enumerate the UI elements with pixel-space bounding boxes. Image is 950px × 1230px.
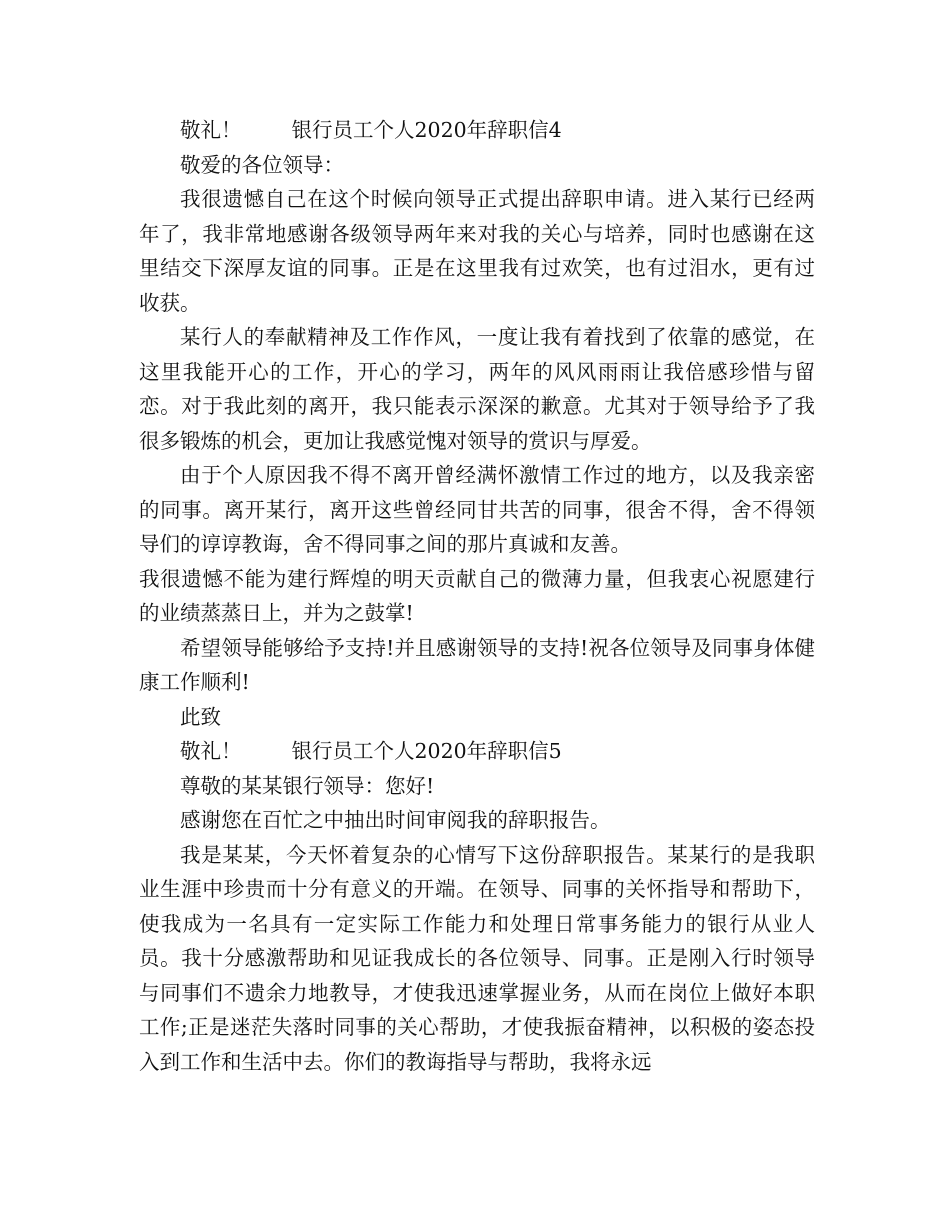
letter-5-paragraph-2: 我是某某，今天怀着复杂的心情写下这份辞职报告。某某行的是我职业生涯中珍贵而十分有意义的开端。在领导、同事的关怀指导和帮助下，使我成为一名具有一定实际工作能力和处理日常事务能力的银行从业人员。我十分感激帮助和见证我成长的各位领导、同事。正是刚入行时领导与同事们不遗余力地教导，才使我迅速掌握业务，从而在岗位上做好本职工作;正是迷茫失落时同事的关心帮助，才使我振奋精神，以积极的姿态投入到工作和生活中去。你们的教诲指导与帮助，我将永远 xyxy=(139,842,815,1074)
closing-salute-2: 敬礼！ xyxy=(180,739,242,763)
letter-4-paragraph-4: 我很遗憾不能为建行辉煌的明天贡献自己的微薄力量，但我衷心祝愿建行的业绩蒸蒸日上，并为之鼓掌! xyxy=(139,566,815,625)
letter-5-heading: 银行员工个人2020年辞职信5 xyxy=(291,739,562,763)
closing-salute-1: 敬礼！ xyxy=(180,118,242,142)
letter-4-paragraph-1: 我很遗憾自己在这个时候向领导正式提出辞职申请。进入某行已经两年了，我非常地感谢各级领导两年来对我的关心与培养，同时也感谢在这里结交下深厚友谊的同事。正是在这里我有过欢笑，也有过泪水，更有过收获。 xyxy=(139,187,815,315)
closing-heading-line-5 xyxy=(139,734,815,769)
letter-4-heading: 银行员工个人2020年辞职信4 xyxy=(291,118,562,142)
letter-5-salutation: 尊敬的某某银行领导：您好! xyxy=(180,773,435,798)
letter-4-paragraph-3: 由于个人原因我不得不离开曾经满怀激情工作过的地方，以及我亲密的同事。离开某行，离开这些曾经同甘共苦的同事，很舍不得，舍不得领导们的谆谆教诲，舍不得同事之间的那片真诚和友善。 xyxy=(139,463,815,556)
closing-heading-line-4 xyxy=(139,113,815,148)
letter-4-paragraph-2: 某行人的奉献精神及工作作风，一度让我有着找到了依靠的感觉，在这里我能开心的工作，开心的学习，两年的风风雨雨让我倍感珍惜与留恋。对于我此刻的离开，我只能表示深深的歉意。尤其对于领导给予了我很多锻炼的机会，更加让我感觉愧对领导的赏识与厚爱。 xyxy=(139,325,815,453)
letter-5-paragraph-1: 感谢您在百忙之中抽出时间审阅我的辞职报告。 xyxy=(180,808,611,832)
document-page xyxy=(139,113,815,1079)
letter-4-paragraph-5: 希望领导能够给予支持!并且感谢领导的支持!祝各位领导及同事身体健康工作顺利! xyxy=(139,635,815,694)
letter-4-closing: 此致 xyxy=(180,704,221,729)
letter-4-salutation: 敬爱的各位领导： xyxy=(180,152,344,177)
